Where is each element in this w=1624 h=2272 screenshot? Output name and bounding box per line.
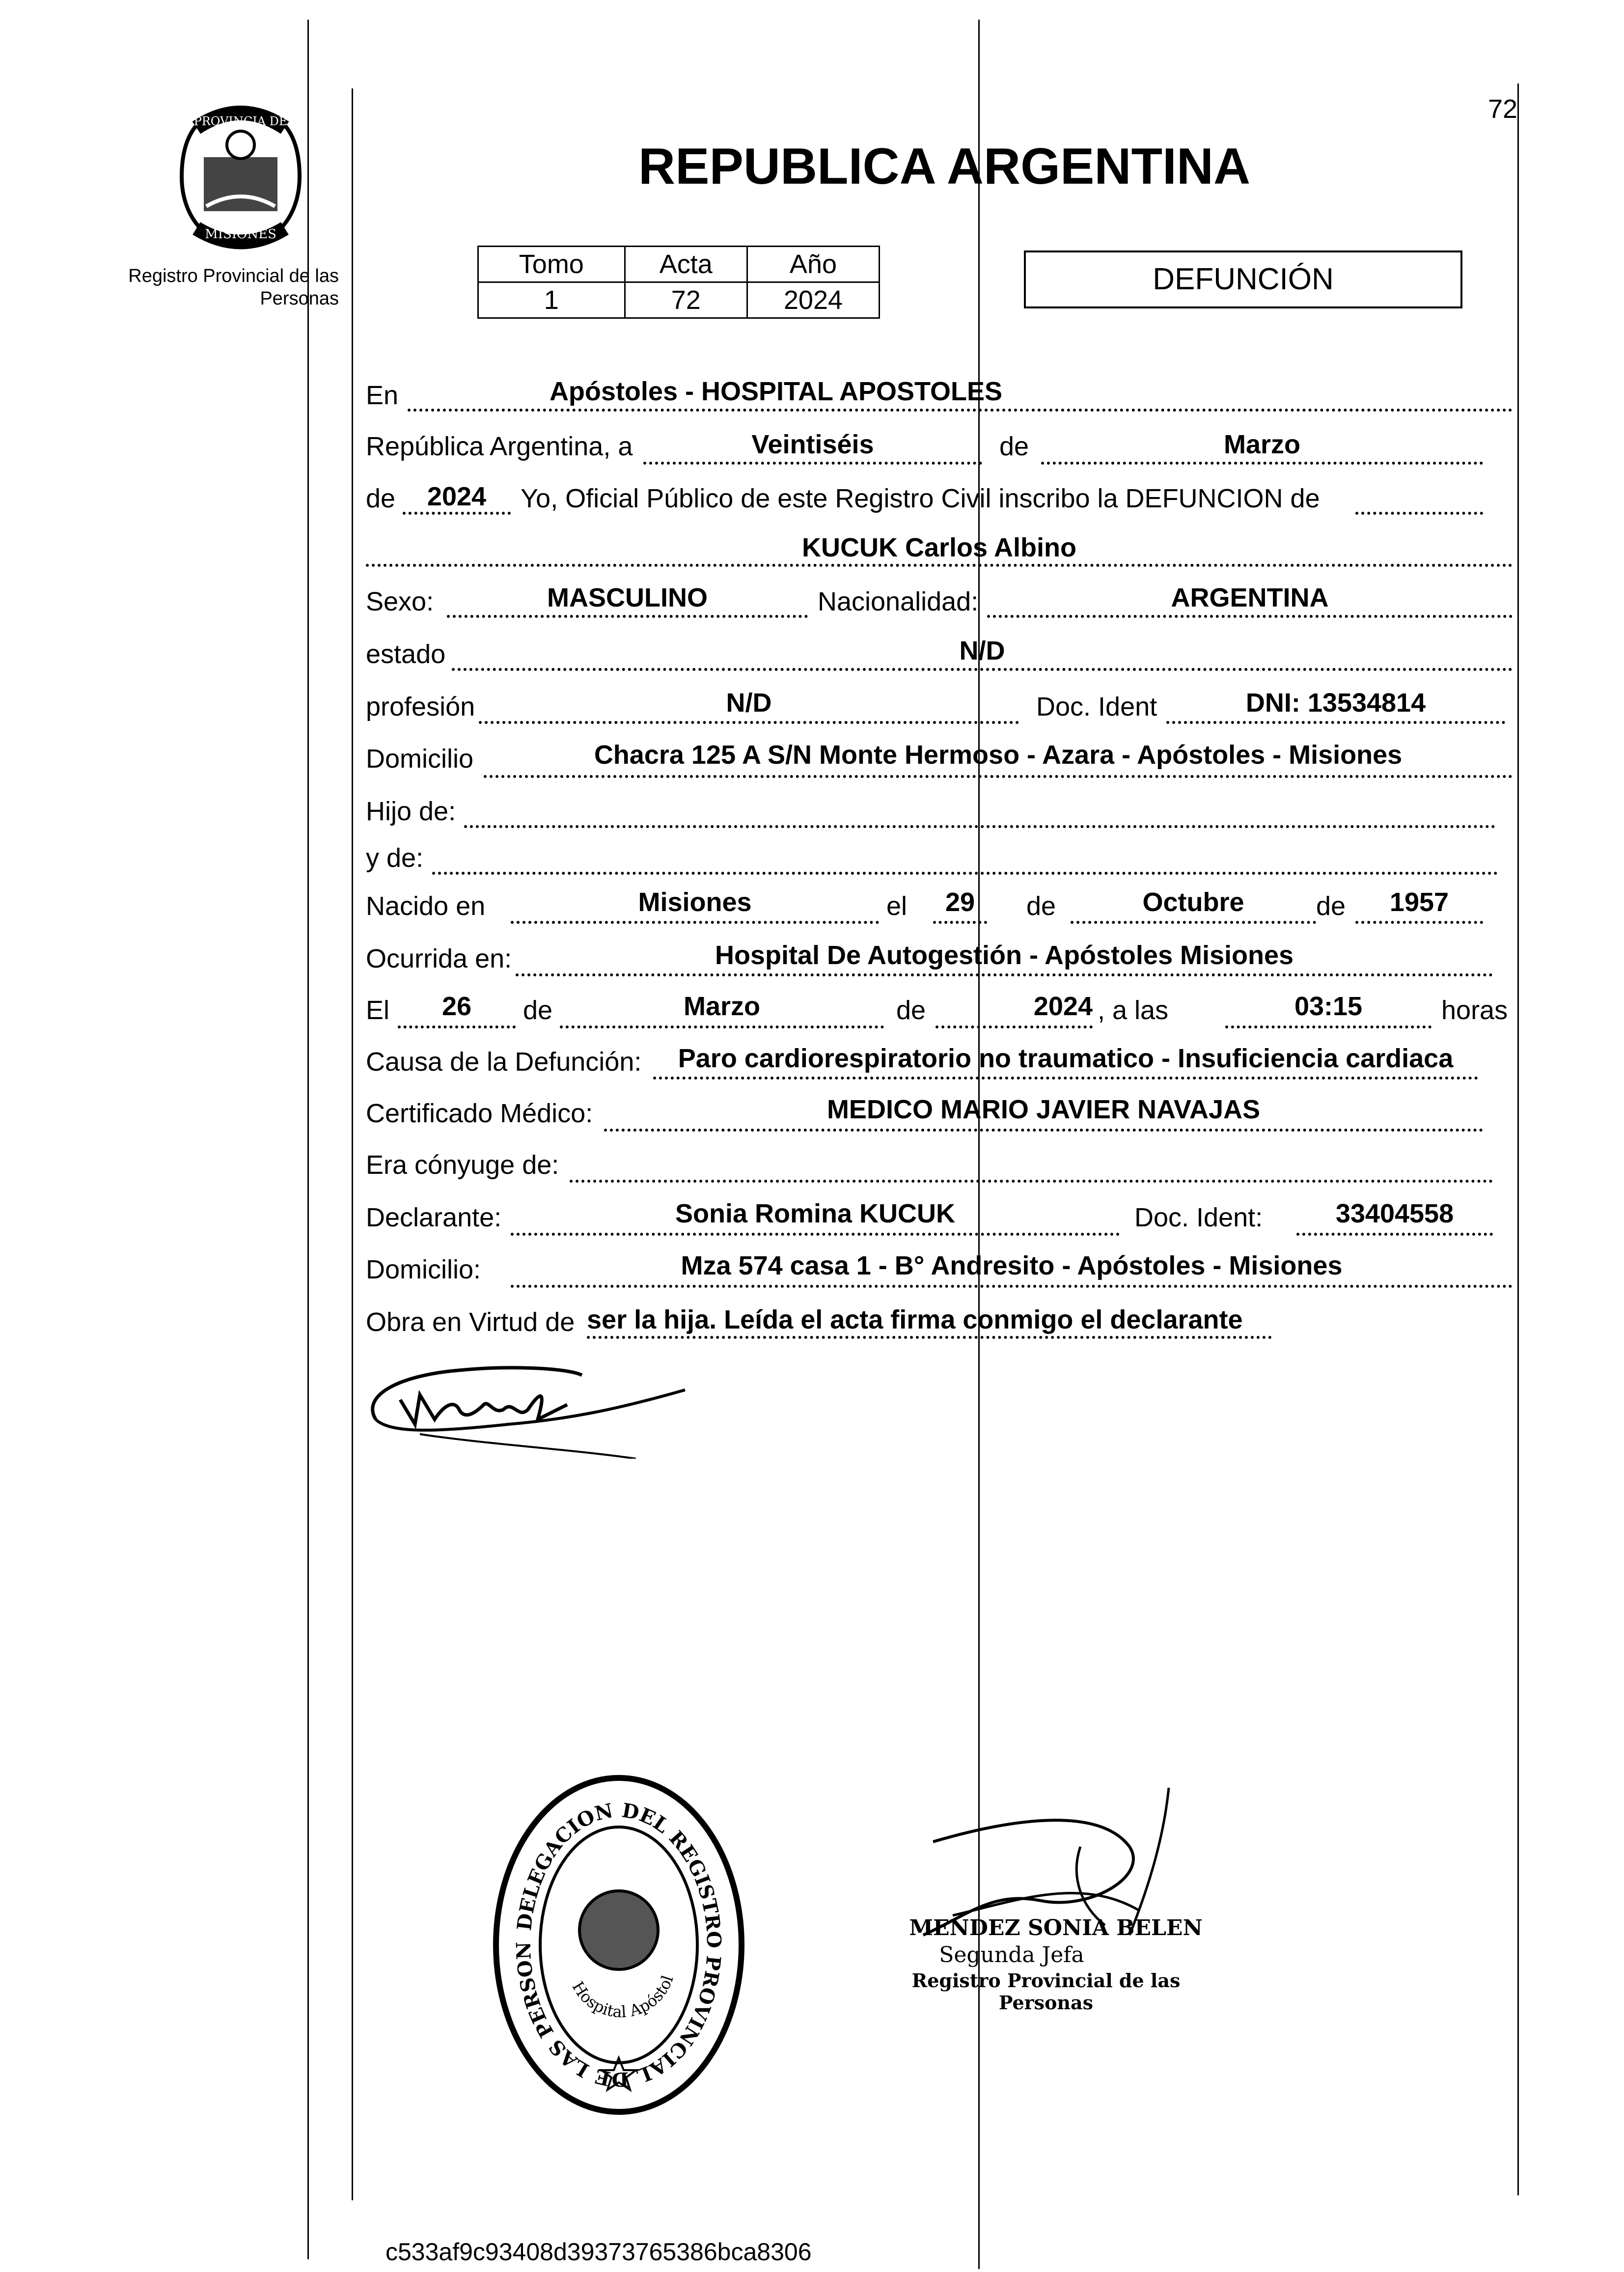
- anio-header: Año: [747, 247, 879, 282]
- registry-stamp: [486, 1768, 751, 2122]
- value-anio-nacimiento: 1957: [1389, 887, 1449, 917]
- value-lugar: Apóstoles - HOSPITAL APOSTOLES: [549, 377, 1003, 406]
- line-doc-declarante: [1296, 1233, 1493, 1236]
- line-nombre: [366, 564, 1513, 567]
- form-border-right: [1517, 83, 1519, 2195]
- value-nombre: KUCUK Carlos Albino: [801, 533, 1076, 562]
- label-de-6: de: [896, 996, 926, 1025]
- label-republica: República Argentina, a: [366, 432, 633, 461]
- label-doc-ident-2: Doc. Ident:: [1134, 1203, 1263, 1232]
- tomo-value: 1: [478, 282, 625, 318]
- value-anio-defuncion: 2024: [1033, 992, 1093, 1021]
- line-domicilio: [484, 775, 1513, 778]
- document-hash: c533af9c93408d39373765386bca8306: [385, 2238, 812, 2266]
- label-doc-ident: Doc. Ident: [1036, 692, 1157, 721]
- line-dia-defuncion: [398, 1025, 516, 1028]
- value-lugar-nacimiento: Misiones: [638, 887, 752, 917]
- line-en: [408, 409, 1513, 412]
- value-domicilio: Chacra 125 A S/N Monte Hermoso - Azara - Apóstoles - Misiones: [594, 740, 1403, 770]
- label-declarante: Declarante:: [366, 1203, 502, 1232]
- line-conyuge: [570, 1180, 1493, 1183]
- page-title: REPUBLICA ARGENTINA: [638, 138, 1251, 195]
- value-doc-declarante: 33404558: [1335, 1199, 1454, 1228]
- form-border-left: [352, 88, 353, 2200]
- label-de-5: de: [523, 996, 553, 1025]
- line-estado: [452, 668, 1513, 671]
- line-dia: [643, 462, 982, 465]
- value-mes-inscripcion: Marzo: [1223, 430, 1300, 459]
- official-name: MENDEZ SONIA BELEN: [909, 1915, 1203, 1940]
- value-certificado: MEDICO MARIO JAVIER NAVAJAS: [826, 1095, 1261, 1124]
- seal-top-text: PROVINCIA DE: [193, 114, 288, 128]
- line-lugar-nacimiento: [511, 921, 879, 924]
- label-ocurrida-en: Ocurrida en:: [366, 944, 512, 973]
- label-profesion: profesión: [366, 692, 475, 721]
- label-domicilio-2: Domicilio:: [366, 1255, 481, 1284]
- line-declarante: [511, 1233, 1120, 1236]
- label-conyuge: Era cónyuge de:: [366, 1150, 559, 1180]
- label-el: el: [886, 891, 908, 921]
- label-nacionalidad: Nacionalidad:: [818, 587, 979, 616]
- label-en: En: [366, 381, 399, 410]
- value-dia-defuncion: 26: [441, 992, 472, 1021]
- line-documento: [1166, 721, 1505, 724]
- line-certificado: [604, 1129, 1483, 1132]
- tomo-header: Tomo: [478, 247, 625, 282]
- label-sexo: Sexo:: [366, 587, 434, 616]
- line-hijo-de: [464, 825, 1495, 828]
- label-nacido-en: Nacido en: [366, 891, 486, 921]
- official-office: Registro Provincial de las Personas: [911, 1969, 1181, 2014]
- label-a-las: , a las: [1098, 996, 1169, 1025]
- line-nacionalidad: [987, 615, 1513, 618]
- label-causa: Causa de la Defunción:: [366, 1047, 642, 1077]
- line-y-de: [432, 872, 1498, 875]
- line-obra: [587, 1336, 1272, 1339]
- label-horas: horas: [1441, 996, 1508, 1025]
- value-obra-virtud: ser la hija. Leída el acta firma conmigo el declarante: [587, 1305, 1243, 1334]
- value-mes-nacimiento: Octubre: [1142, 887, 1244, 917]
- label-obra: Obra en Virtud de: [366, 1307, 575, 1337]
- line-sexo: [447, 615, 808, 618]
- line-mes-nacimiento: [1071, 921, 1316, 924]
- value-ocurrida-en: Hospital De Autogestión - Apóstoles Misiones: [715, 941, 1294, 970]
- line-ocurrida-en: [516, 973, 1493, 976]
- seal-bottom-text: MISIONES: [205, 227, 276, 242]
- line-anio-defuncion: [936, 1025, 1093, 1028]
- label-el-cap: El: [366, 996, 390, 1025]
- line-yo-end: [1355, 512, 1483, 515]
- value-dia-nacimiento: 29: [945, 887, 975, 917]
- value-declarante: Sonia Romina KUCUK: [675, 1199, 956, 1228]
- value-nacionalidad: ARGENTINA: [1171, 583, 1329, 612]
- value-causa: Paro cardiorespiratorio no traumatico - Insuficiencia cardiaca: [678, 1044, 1454, 1073]
- label-y-de: y de:: [366, 843, 424, 873]
- line-mes: [1041, 462, 1483, 465]
- binding-line-left: [307, 20, 309, 2259]
- provincial-seal-logo: [167, 98, 314, 255]
- label-estado: estado: [366, 639, 446, 669]
- value-domicilio-declarante: Mza 574 casa 1 - B° Andresito - Apóstoles - Misiones: [681, 1251, 1343, 1280]
- line-mes-defuncion: [560, 1025, 884, 1028]
- declarant-signature: [361, 1346, 705, 1459]
- line-dia-nacimiento: [933, 921, 987, 924]
- stamp-outer-text: DELEGACION DEL REGISTRO PROVINCIAL DE LAS PERSON: [512, 1799, 726, 2091]
- label-certificado: Certificado Médico:: [366, 1099, 593, 1128]
- label-de-3: de: [1026, 891, 1056, 921]
- acta-value: 72: [625, 282, 747, 318]
- line-profesion: [479, 721, 1019, 724]
- record-table: [477, 246, 880, 319]
- institution-caption: Registro Provincial de las Personas: [128, 266, 339, 309]
- line-hora: [1225, 1025, 1431, 1028]
- label-domicilio: Domicilio: [366, 744, 474, 774]
- value-profesion: N/D: [726, 688, 772, 718]
- value-hora: 03:15: [1294, 992, 1363, 1021]
- value-documento: DNI: 13534814: [1245, 688, 1426, 718]
- line-anio: [403, 512, 511, 515]
- label-de-4: de: [1316, 891, 1346, 921]
- line-anio-nacimiento: [1355, 921, 1483, 924]
- record-type-box: DEFUNCIÓN: [1024, 250, 1462, 308]
- label-hijo-de: Hijo de:: [366, 797, 456, 826]
- stamp-inner-text: Hospital Apóstol: [568, 1973, 677, 2022]
- label-yo-oficial: Yo, Oficial Público de este Registro Civil inscribo la DEFUNCION de: [521, 484, 1320, 513]
- label-de-2: de: [366, 484, 396, 513]
- value-mes-defuncion: Marzo: [683, 992, 760, 1021]
- page-number: 72: [1488, 94, 1518, 124]
- line-causa: [653, 1077, 1478, 1080]
- acta-header: Acta: [625, 247, 747, 282]
- label-de-1: de: [999, 432, 1029, 461]
- official-role: Segunda Jefa: [939, 1942, 1084, 1967]
- anio-value: 2024: [747, 282, 879, 318]
- value-dia-inscripcion: Veintiséis: [751, 430, 874, 459]
- value-anio-inscripcion: 2024: [427, 482, 487, 511]
- value-sexo: MASCULINO: [547, 583, 708, 612]
- line-domicilio-declarante: [511, 1285, 1513, 1288]
- value-estado: N/D: [959, 636, 1005, 665]
